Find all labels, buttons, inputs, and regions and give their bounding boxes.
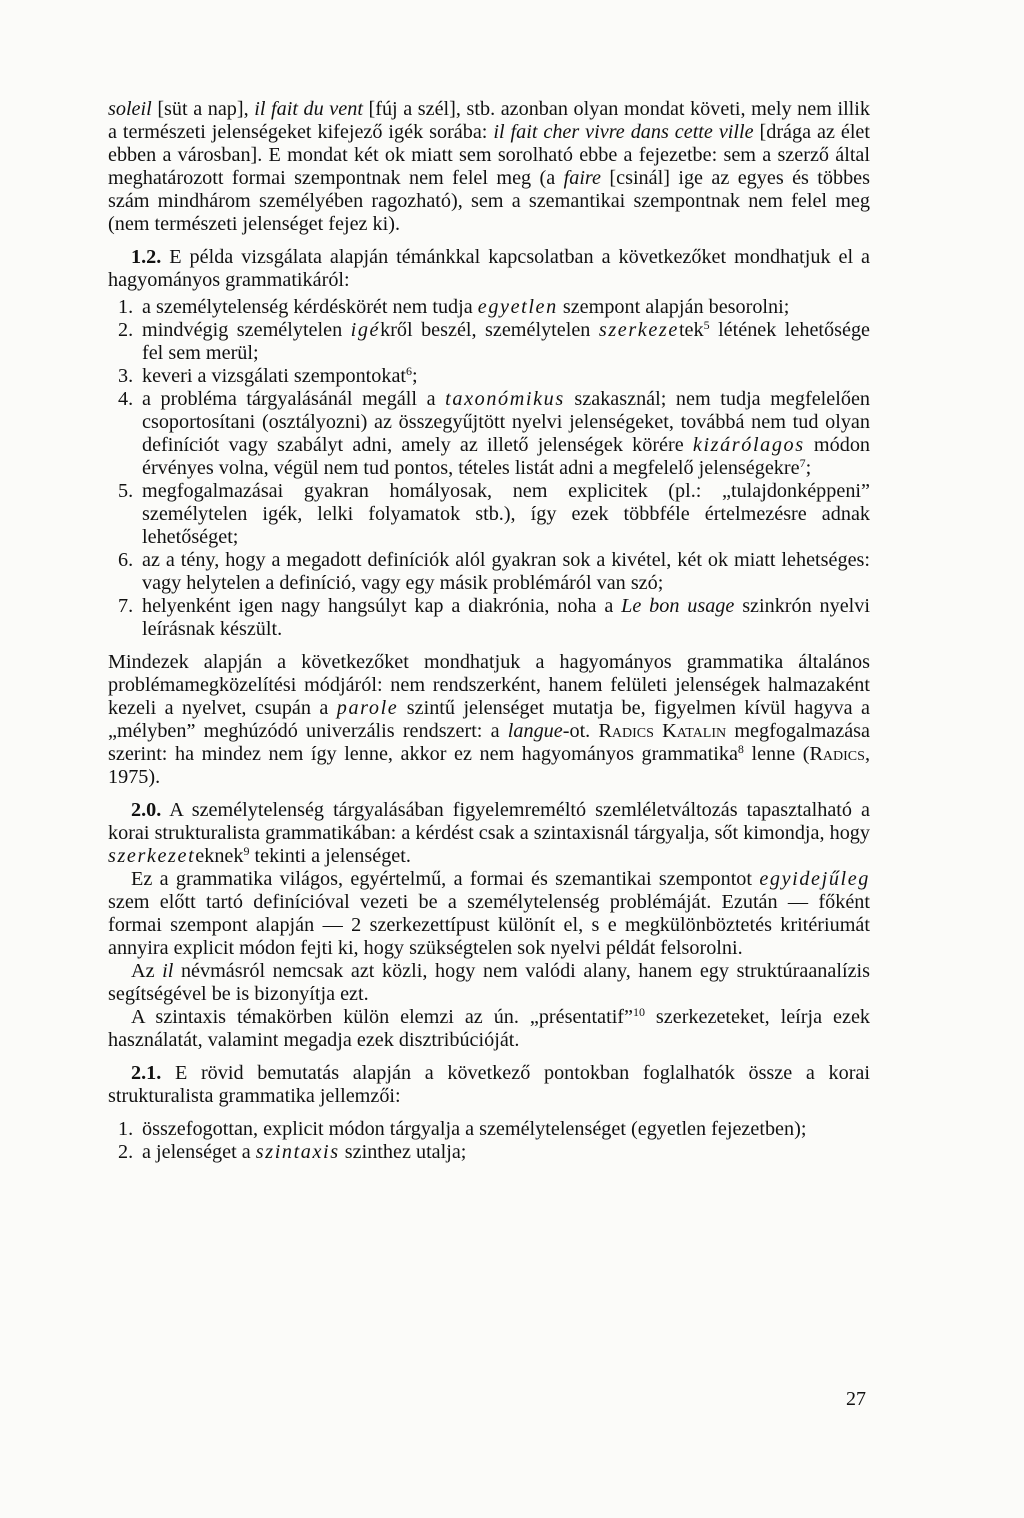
text-run: tek	[678, 319, 704, 341]
text-run: helyenként igen nagy hangsúlyt kap a diakrónia, noha a	[142, 595, 622, 617]
list-item	[118, 549, 870, 595]
text-run: módon érvényes volna, végül nem tud pontos, tételes listát adni a megfelelő jelenségekre	[142, 434, 871, 479]
footnote-ref: 8	[737, 742, 744, 756]
text-run: szinkrón nyelvi leírásnak készült.	[142, 595, 870, 640]
text-run: , 1975).	[108, 743, 870, 788]
emphasis: szerkezet	[108, 845, 196, 867]
list-item	[118, 318, 870, 365]
paragraph-summary	[108, 651, 870, 789]
text-run: szem előtt tartó definícióval vezeti be a személytelenség problémáját. Ezután — főként formai szempont alapján — 2 szerkezettípust különít el, s e megkülönböztetés kritériumát annyira explicit módon fejti ki, hogy szükségtelen sok nyelvi példát felsorolni.	[108, 891, 870, 959]
list-number: 6.	[118, 549, 134, 571]
text-run: [csinál] ige az egyes és többes szám mindhárom személyében ragozható), sem a szemantikai szempontnak nem felel meg (nem természeti jelenséget fejez ki).	[108, 167, 870, 235]
text-run: [süt a nap],	[151, 98, 255, 120]
text-run: szakasznál; nem tudja megfelelően csoportosítani (osztályozni) az összegyűjtött nyelvi jelenségeket, továbbá nem tud olyan definíciót vagy szabályt adni, amely az illető jelenségek körére	[142, 388, 870, 456]
text-run: a jelenséget a	[142, 1141, 256, 1163]
text-run: kről beszél, személytelen	[380, 319, 599, 341]
list-item	[118, 480, 870, 549]
list-number: 4.	[118, 388, 134, 410]
page-number: 27	[846, 1388, 866, 1410]
text-run: E példa vizsgálata alapján témánkkal kapcsolatban a következőket mondhatjuk el a hagyományos grammatikáról:	[108, 246, 870, 291]
list-traditional-grammar	[118, 296, 871, 641]
text-run: keveri a vizsgálati szempontokat	[142, 365, 407, 387]
list-number: 7.	[118, 595, 134, 617]
paragraph-il-pronoun	[108, 960, 870, 1006]
emphasis: langue	[507, 720, 563, 742]
text-run: Az	[131, 960, 163, 982]
section-number: 2.1.	[131, 1062, 162, 1084]
list-item	[118, 1141, 870, 1164]
emphasis: kizárólagos	[692, 434, 805, 456]
emphasis: taxonómikus	[445, 388, 565, 410]
author-name: Radics Katalin	[598, 720, 727, 742]
section-number: 2.0.	[131, 799, 162, 821]
emphasis: szerkeze	[598, 319, 679, 341]
text-run: szintű jelenséget mutatja be, figyelmen kívül hagyva a „mélyben” meghúzódó univerzális rendszert: a	[108, 697, 870, 742]
text-run: tekinti a jelenséget.	[249, 845, 411, 867]
section-2-1	[108, 1062, 870, 1108]
list-structuralist-grammar	[118, 1118, 870, 1164]
emphasis: szintaxis	[255, 1141, 340, 1163]
example-text: il	[162, 960, 174, 982]
section-1-2	[108, 246, 870, 292]
text-run: lenne (	[743, 743, 810, 765]
example-text: faire	[563, 167, 602, 189]
paragraph-continuation	[108, 98, 870, 236]
list-number: 1.	[118, 296, 134, 318]
emphasis: egyidejűleg	[759, 868, 870, 890]
list-number: 2.	[118, 319, 134, 341]
paragraph-presentatif	[108, 1006, 870, 1052]
text-run: -ot.	[562, 720, 599, 742]
footnote-ref: 10	[633, 1005, 645, 1019]
text-run: a probléma tárgyalásánál megáll a	[142, 388, 446, 410]
text-run: szerkezeteket, leírja ezek használatát, valamint megadja ezek disztribúcióját.	[108, 1006, 870, 1051]
emphasis: parole	[336, 697, 399, 719]
emphasis: igé	[350, 319, 381, 341]
section-number: 1.2.	[131, 246, 162, 268]
text-run: [fúj a szél], stb. azonban olyan mondat követi, mely nem illik a természeti jelenségeket kifejező igék sorába:	[108, 98, 870, 143]
paragraph-definition	[108, 868, 870, 960]
list-number: 1.	[118, 1118, 134, 1140]
list-number: 5.	[118, 480, 134, 502]
emphasis: egyetlen	[477, 296, 558, 318]
text-run: az a tény, hogy a megadott definíciók alól gyakran sok a kivétel, két ok miatt lehetséges: vagy helytelen a definíció, vagy egy másik problémáról van szó;	[142, 549, 870, 594]
footnote-ref: 9	[243, 844, 250, 858]
text-run: ;	[412, 365, 418, 387]
text-run: megfogalmazásai gyakran homályosak, nem explicitek (pl.: „tulajdonképpeni” személytelen igék, lelki folyamatok stb.), így ezek többféle értelmezésre adnak lehetőséget;	[142, 480, 870, 548]
text-run: Ez a grammatika világos, egyértelmű, a formai és szemantikai szempontot	[131, 868, 760, 890]
list-number: 2.	[118, 1141, 134, 1163]
text-run: [drága az élet ebben a városban]. E mondat két ok miatt sem sorolható ebbe a fejezetbe: sem a szerző által meghatározott formai szempontnak nem felel meg (a	[108, 121, 870, 189]
list-item	[118, 364, 870, 388]
footnote-ref: 7	[799, 456, 806, 470]
text-run: létének lehetősége fel sem merül;	[142, 319, 870, 364]
text-run: a személytelenség kérdéskörét nem tudja	[142, 296, 478, 318]
example-text: il fait du vent	[254, 98, 363, 120]
text-run: megfogalmazása szerint: ha mindez nem így lenne, akkor ez nem hagyományos grammatika	[108, 720, 870, 765]
text-run: szempont alapján besorolni;	[557, 296, 790, 318]
text-run: mindvégig személytelen	[142, 319, 351, 341]
text-run: szinthez utalja;	[339, 1141, 467, 1163]
list-item	[118, 1118, 870, 1141]
list-number: 3.	[118, 365, 134, 387]
text-run: összefogottan, explicit módon tárgyalja a személytelenséget (egyetlen fejezetben);	[142, 1118, 807, 1140]
text-run: névmásról nemcsak azt közli, hogy nem valódi alany, hanem egy struktúraanalízis segítségével be is bizonyítja ezt.	[108, 960, 870, 1005]
footnote-ref: 5	[703, 318, 710, 332]
author-name: Radics	[809, 743, 865, 765]
text-run: A szintaxis témakörben külön elemzi az ún. „présentatif”	[131, 1006, 633, 1028]
book-title: Le bon usage	[621, 595, 735, 617]
section-2-0	[108, 799, 870, 868]
list-item	[118, 388, 871, 480]
page-body	[108, 98, 870, 1164]
example-text: il fait cher vivre dans cette ville	[493, 121, 754, 143]
text-run: Mindezek alapján a következőket mondhatjuk a hagyományos grammatika általános problémamegközelítési módjáról: nem rendszerként, hanem felületi jelenségek halmazaként kezeli a nyelvet, csupán a	[108, 651, 870, 719]
list-item	[118, 296, 870, 319]
text-run: eknek	[195, 845, 244, 867]
text-run: E rövid bemutatás alapján a következő pontokban foglalhatók össze a korai strukturalista grammatika jellemzői:	[108, 1062, 870, 1107]
example-text: soleil	[108, 98, 152, 120]
footnote-ref: 6	[406, 364, 413, 378]
text-run: ;	[805, 457, 812, 479]
list-item	[118, 595, 870, 641]
text-run: A személytelenség tárgyalásában figyelemreméltó szemléletváltozás tapasztalható a korai strukturalista grammatikában: a kérdést csak a szintaxisnál tárgyalja, sőt kimondja, hogy	[108, 799, 870, 844]
